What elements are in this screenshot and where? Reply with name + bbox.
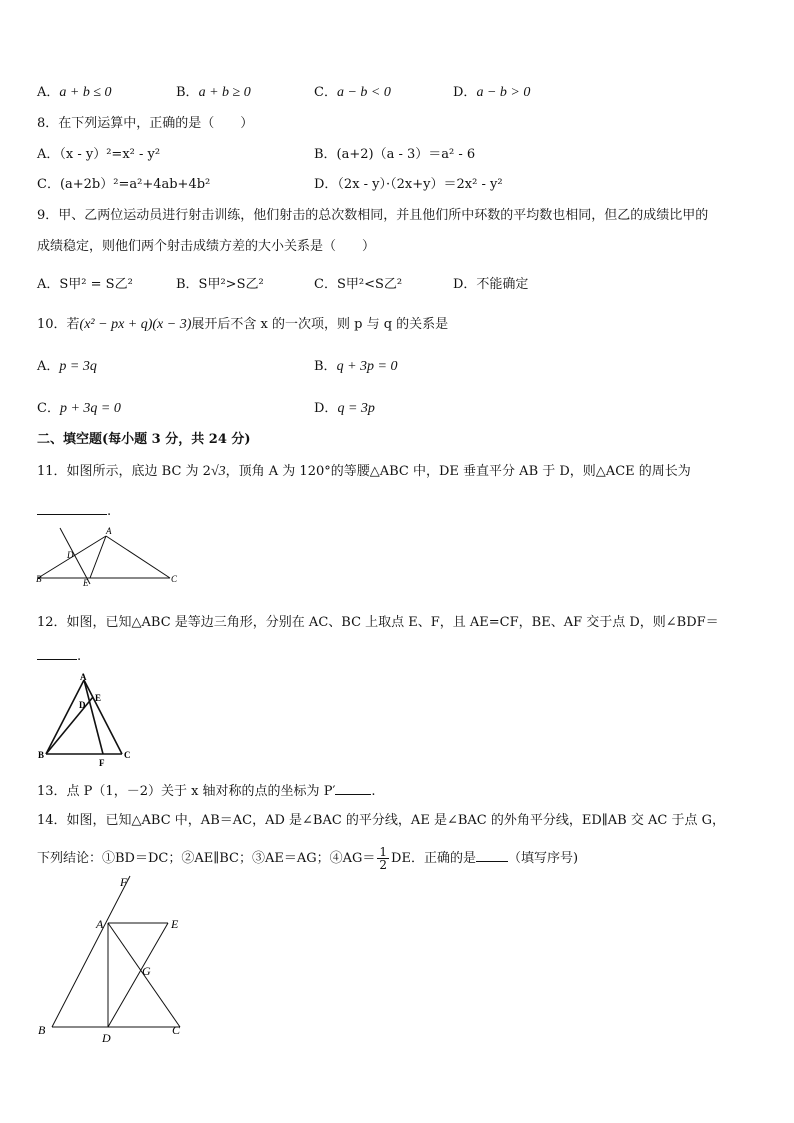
q12-stem: 12．如图，已知△ABC 是等边三角形，分别在 AC、BC 上取点 E、F，且 AE=CF，BE、AF 交于点 D，则∠BDF＝ xyxy=(37,615,719,630)
stem-suffix: 展开后不含 x 的一次项，则 p 与 q 的关系是 xyxy=(191,317,449,332)
q12-answer-line xyxy=(37,645,81,666)
answer-blank[interactable] xyxy=(335,780,371,795)
option-letter: A． xyxy=(37,85,60,100)
option-expression: q + 3p = 0 xyxy=(336,359,398,374)
label-d: D xyxy=(67,550,74,560)
q11-answer-line xyxy=(37,500,111,521)
option-letter: D． xyxy=(314,401,338,416)
conclusions-prefix: 下列结论：①BD＝DC；②AE∥BC；③AE＝AG；④AG＝ xyxy=(37,851,376,866)
stem-prefix: 10．若 xyxy=(37,317,80,332)
q9-stem-line2: 成绩稳定，则他们两个射击成绩方差的大小关系是（ ） xyxy=(37,239,376,254)
q11-figure xyxy=(30,524,190,586)
option-expression: a − b > 0 xyxy=(476,85,531,100)
option-expression: a + b ≤ 0 xyxy=(59,85,112,100)
option-expression: a + b ≥ 0 xyxy=(198,85,251,100)
q13-stem xyxy=(37,780,376,801)
q7-option-d xyxy=(453,84,530,102)
q8-stem: 8．在下列运算中，正确的是（ ） xyxy=(37,116,254,131)
option-letter: B． xyxy=(314,359,337,374)
stem-end: . xyxy=(77,649,82,664)
q8-option-b: B．(a+2)（a - 3）＝a² - 6 xyxy=(314,147,476,162)
q7-option-a xyxy=(37,84,112,102)
option-letter: C． xyxy=(314,85,337,100)
q8-option-d: D．（2x - y）·（2x+y）＝2x² - y² xyxy=(314,177,503,192)
answer-blank[interactable] xyxy=(37,500,107,515)
label-e: E xyxy=(83,578,89,586)
q10-option-d xyxy=(314,400,375,418)
q11-stem xyxy=(37,463,691,481)
q12-figure xyxy=(34,672,138,768)
q9-option-a: A．S甲² = S乙² xyxy=(37,277,133,292)
option-expression: a − b < 0 xyxy=(336,85,391,100)
stem-text: 13．点 P（1，－2）关于 x 轴对称的点的坐标为 P′ xyxy=(37,784,336,799)
section-heading: 二、填空题(每小题 3 分，共 24 分) xyxy=(37,432,251,447)
stem-end: . xyxy=(107,504,112,519)
label-e: E xyxy=(171,917,179,931)
q14-figure xyxy=(34,872,194,1046)
q8-option-a: A．（x - y）²=x² - y² xyxy=(37,147,161,162)
fraction-denominator: 2 xyxy=(379,858,388,872)
label-a: A xyxy=(106,526,112,536)
option-letter: D． xyxy=(453,85,477,100)
label-a: A xyxy=(96,917,104,931)
label-g: G xyxy=(142,964,151,978)
answer-blank[interactable] xyxy=(476,847,508,862)
label-b: B xyxy=(38,750,45,760)
label-f: F xyxy=(99,758,105,768)
q10-option-c xyxy=(37,400,121,418)
q8-option-c: C．(a+2b）²=a²+4ab+4b² xyxy=(37,177,211,192)
label-b: B xyxy=(38,1023,46,1037)
option-letter: B． xyxy=(176,85,199,100)
fraction-numerator: 1 xyxy=(379,845,388,859)
q9-option-b: B．S甲²>S乙² xyxy=(176,277,264,292)
q10-stem xyxy=(37,316,448,334)
label-e: E xyxy=(95,693,102,703)
option-expression: p + 3q = 0 xyxy=(59,401,121,416)
label-d: D xyxy=(102,1031,111,1045)
q9-option-c: C．S甲²<S乙² xyxy=(314,277,403,292)
stem-prefix: 11．如图所示，底边 BC 为 2 xyxy=(37,464,211,479)
sqrt-expression: √3 xyxy=(210,464,226,479)
conclusions-suffix: DE．正确的是 xyxy=(391,851,476,866)
stem-suffix: ，顶角 A 为 120°的等腰△ABC 中，DE 垂直平分 AB 于 D，则△ACE 的周长为 xyxy=(225,464,691,479)
label-d: D xyxy=(79,700,86,710)
label-c: C xyxy=(172,1023,181,1037)
option-expression: p = 3q xyxy=(59,359,97,374)
q10-option-b xyxy=(314,358,397,376)
conclusions-end: （填写序号) xyxy=(507,851,579,866)
label-b: B xyxy=(36,574,42,584)
option-letter: A． xyxy=(37,359,60,374)
q7-option-b xyxy=(176,84,251,102)
label-a: A xyxy=(80,672,87,682)
option-letter: C． xyxy=(37,401,60,416)
answer-blank[interactable] xyxy=(37,645,77,660)
option-expression: q = 3p xyxy=(337,401,375,416)
label-c: C xyxy=(124,750,131,760)
q14-stem: 14．如图，已知△ABC 中，AB＝AC，AD 是∠BAC 的平分线，AE 是∠BAC 的外角平分线，ED∥AB 交 AC 于点 G， xyxy=(37,813,725,828)
label-c: C xyxy=(171,574,178,584)
q10-option-a xyxy=(37,358,97,376)
q14-conclusions xyxy=(37,846,578,871)
q7-option-c xyxy=(314,84,391,102)
label-f: F xyxy=(120,875,128,889)
q9-stem-line1: 9．甲、乙两位运动员进行射击训练，他们射击的总次数相同，并且他们所中环数的平均数也相同，但乙的成绩比甲的 xyxy=(37,208,709,223)
fraction-one-half xyxy=(377,846,389,871)
stem-end: . xyxy=(371,784,376,799)
q9-option-d: D．不能确定 xyxy=(453,277,529,292)
stem-expression: (x² − px + q)(x − 3) xyxy=(79,317,192,332)
